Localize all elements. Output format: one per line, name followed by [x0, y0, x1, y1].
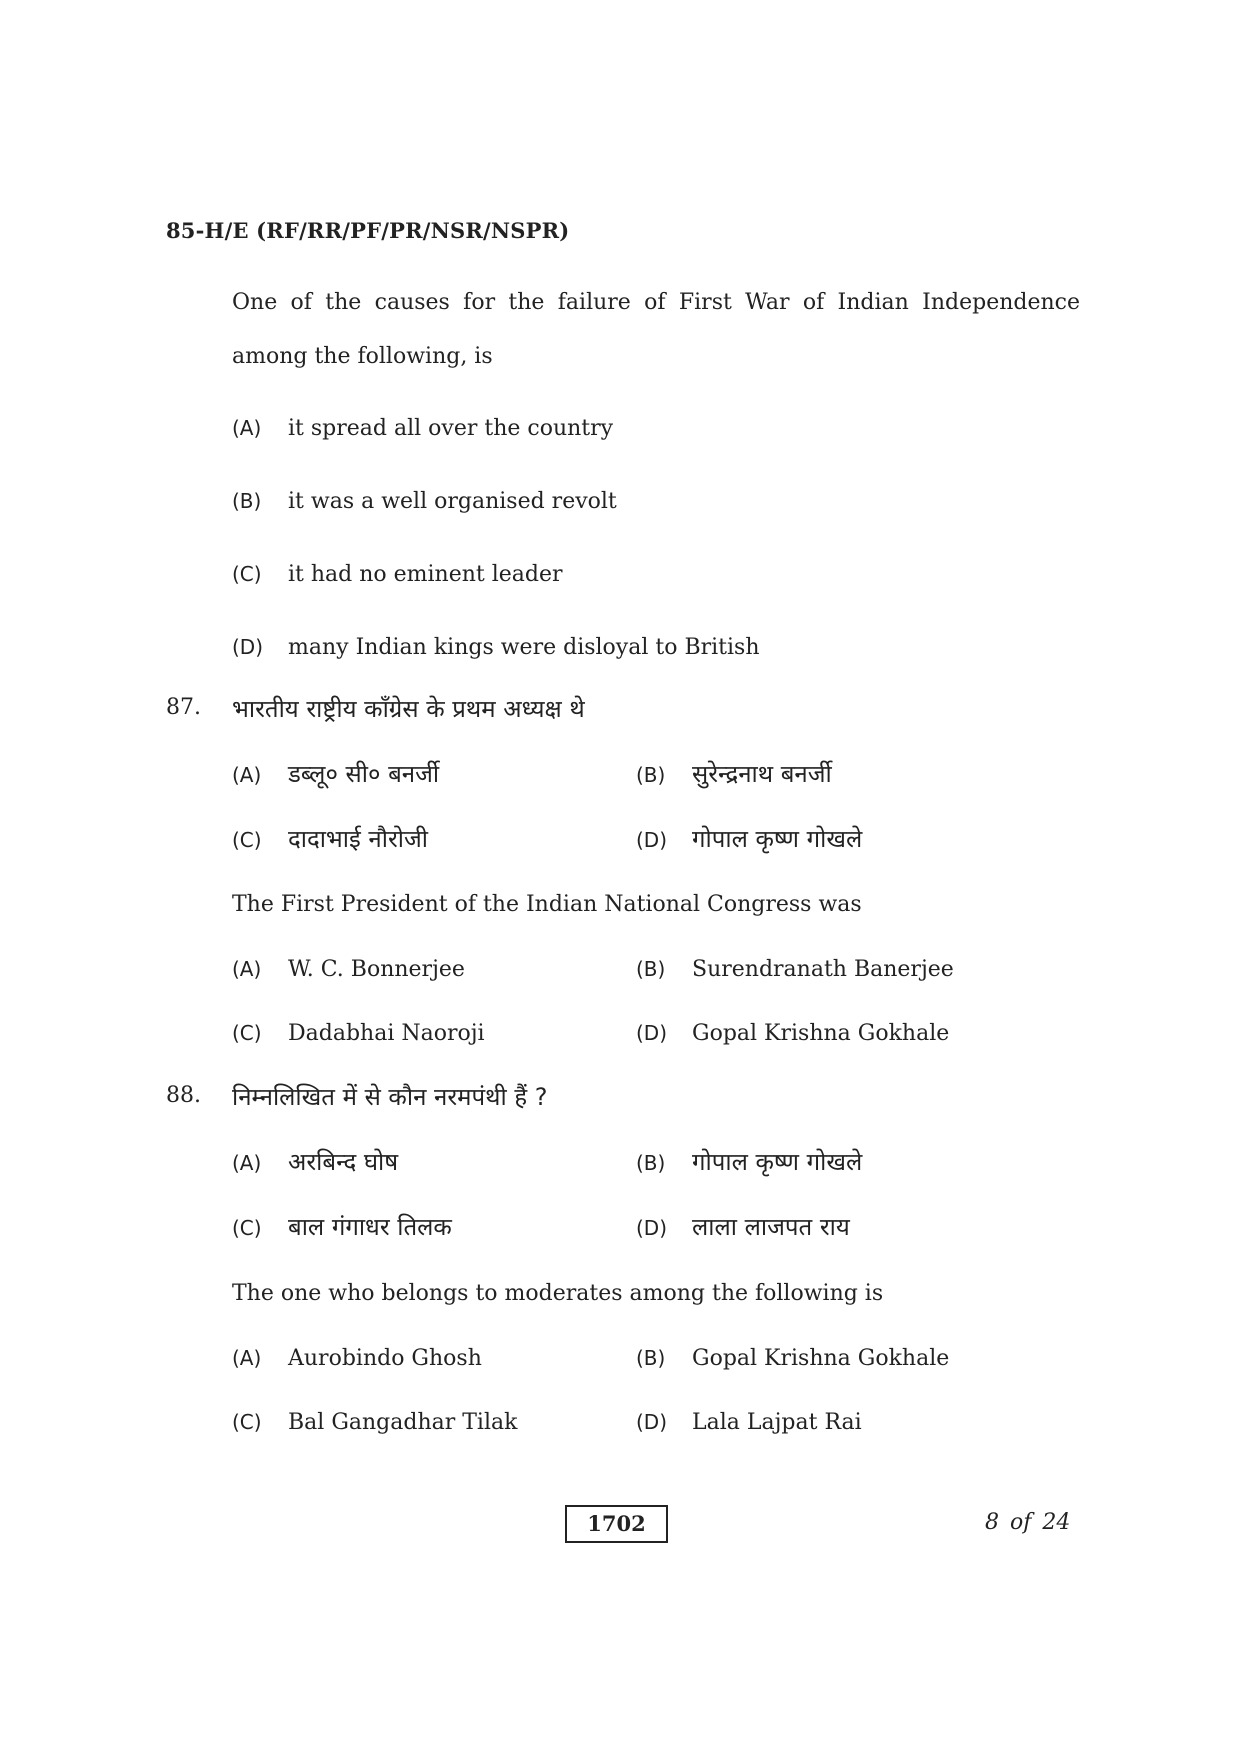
q88-hi-option-a — [232, 1145, 398, 1178]
option-text: Gopal Krishna Gokhale — [692, 1021, 950, 1046]
option-text: Bal Gangadhar Tilak — [288, 1410, 518, 1435]
q88-hi-option-d — [636, 1210, 850, 1243]
option-text: गोपाल कृष्ण गोखले — [692, 1148, 863, 1176]
q86-stem-en: One of the causes for the failure of First War of Indian Independence among the following, is — [232, 290, 1080, 369]
q88-option-a — [232, 1346, 482, 1371]
option-label: (B) — [636, 1346, 666, 1370]
q87-option-c — [232, 1021, 485, 1046]
paper-code-header: 85-H/E (RF/RR/PF/PR/NSR/NSPR) — [166, 218, 570, 243]
q87-hi-option-c — [232, 822, 428, 855]
option-text: it was a well organised revolt — [288, 489, 617, 514]
option-text: अरबिन्द घोष — [288, 1148, 399, 1176]
q86-option-b — [232, 489, 617, 514]
option-text: it had no eminent leader — [288, 562, 563, 587]
option-text: W. C. Bonnerjee — [288, 957, 465, 982]
q87-option-a — [232, 957, 465, 982]
option-label: (B) — [636, 763, 666, 787]
q88-option-c — [232, 1410, 517, 1435]
option-text: लाला लाजपत राय — [692, 1213, 850, 1241]
option-label: (C) — [232, 562, 262, 586]
option-text: दादाभाई नौरोजी — [288, 825, 429, 853]
q88-option-b — [636, 1346, 949, 1371]
option-label: (A) — [232, 1346, 262, 1370]
q87-hi-option-a — [232, 757, 439, 790]
option-label: (C) — [232, 1216, 262, 1240]
option-text: सुरेन्द्रनाथ बनर्जी — [692, 760, 832, 788]
option-label: (B) — [232, 489, 262, 513]
option-label: (A) — [232, 416, 262, 440]
q88-stem-hi: निम्नलिखित में से कौन नरमपंथी हैं ? — [232, 1083, 548, 1111]
option-text: डब्लू० सी० बनर्जी — [288, 760, 440, 788]
q87-option-d — [636, 1021, 949, 1046]
option-text: Dadabhai Naoroji — [288, 1021, 485, 1046]
option-label: (C) — [232, 828, 262, 852]
q87-option-b — [636, 957, 954, 982]
q88-option-d — [636, 1410, 862, 1435]
option-label: (B) — [636, 1151, 666, 1175]
option-text: many Indian kings were disloyal to British — [288, 635, 760, 660]
option-label: (A) — [232, 763, 262, 787]
q87-hi-option-d — [636, 822, 862, 855]
option-text: it spread all over the country — [288, 416, 614, 441]
option-text: गोपाल कृष्ण गोखले — [692, 825, 863, 853]
option-label: (A) — [232, 957, 262, 981]
option-label: (D) — [636, 1216, 668, 1240]
option-label: (D) — [636, 828, 668, 852]
option-label: (A) — [232, 1151, 262, 1175]
q88-hi-option-c — [232, 1210, 452, 1243]
option-text: Gopal Krishna Gokhale — [692, 1346, 950, 1371]
q87-hi-option-b — [636, 757, 832, 790]
option-label: (C) — [232, 1021, 262, 1045]
option-text: बाल गंगाधर तिलक — [288, 1213, 452, 1241]
q88-number: 88. — [166, 1083, 201, 1108]
q88-hi-option-b — [636, 1145, 862, 1178]
q86-option-a — [232, 416, 613, 441]
q86-option-c — [232, 562, 563, 587]
q87-stem-en: The First President of the Indian National Congress was — [232, 892, 862, 917]
q87-stem-hi: भारतीय राष्ट्रीय काँग्रेस के प्रथम अध्यक्ष थे — [232, 695, 585, 723]
option-text: Surendranath Banerjee — [692, 957, 954, 982]
q86-option-d — [232, 635, 760, 660]
option-label: (B) — [636, 957, 666, 981]
option-label: (C) — [232, 1410, 262, 1434]
option-text: Aurobindo Ghosh — [288, 1346, 482, 1371]
q87-number: 87. — [166, 695, 201, 720]
option-label: (D) — [636, 1021, 668, 1045]
option-label: (D) — [232, 635, 264, 659]
booklet-code-box: 1702 — [565, 1505, 668, 1543]
option-label: (D) — [636, 1410, 668, 1434]
page-number: 8 of 24 — [985, 1510, 1071, 1535]
option-text: Lala Lajpat Rai — [692, 1410, 862, 1435]
q88-stem-en: The one who belongs to moderates among the following is — [232, 1281, 884, 1306]
